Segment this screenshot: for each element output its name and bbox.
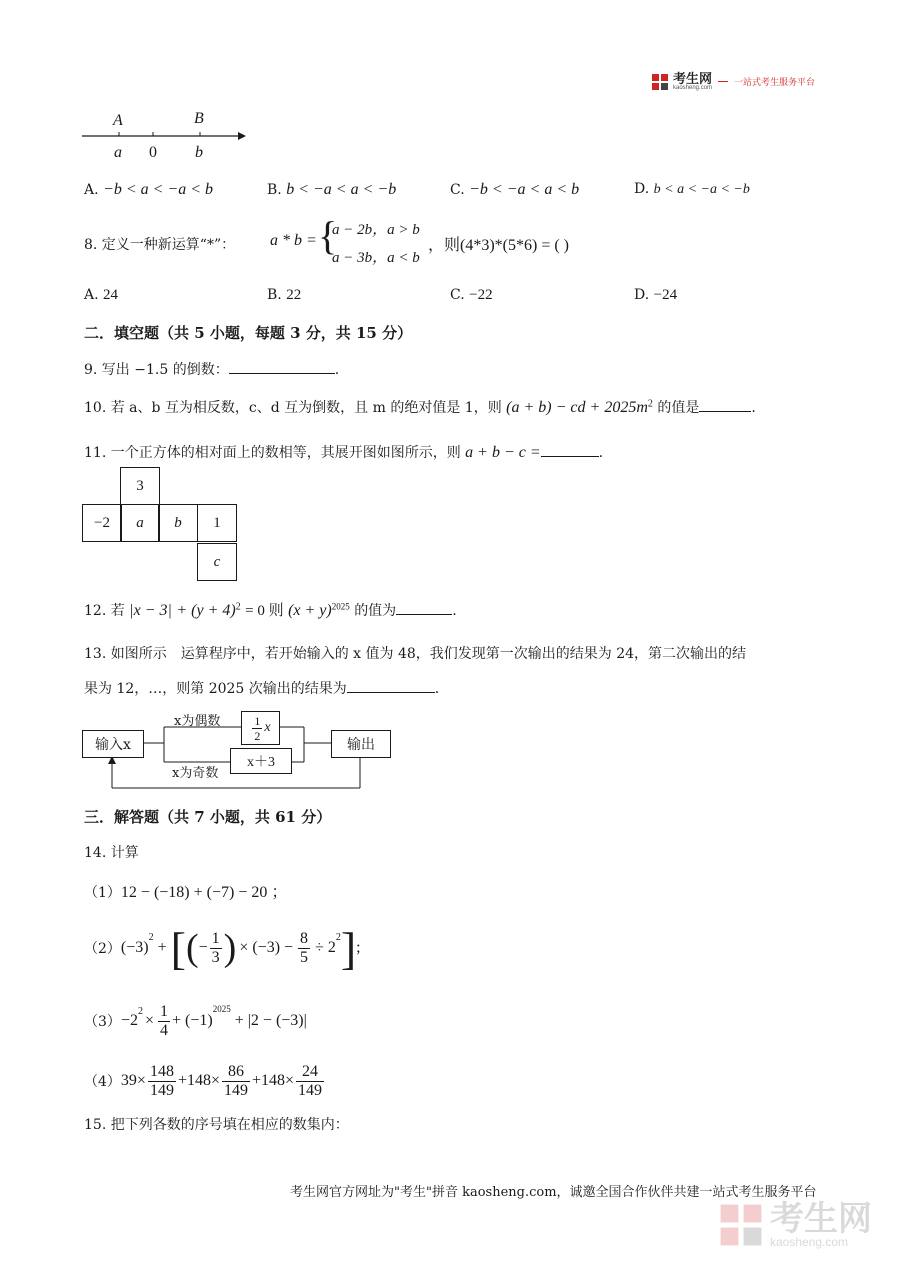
point-B-label: B (194, 110, 204, 127)
q8-case1: a − 2b，a > b (332, 222, 420, 238)
q7-option-b: B. b < −a < a < −b (267, 181, 397, 198)
flow-odd-label: x为奇数 (172, 766, 219, 781)
net-cell-c: c (197, 543, 237, 581)
logo-domain: kaosheng.com (673, 85, 713, 91)
net-cell-left: −2 (82, 504, 122, 542)
flow-plus3-box: x＋3 (230, 748, 292, 774)
q15: 15. 把下列各数的序号填在相应的数集内： (84, 1117, 349, 1133)
q8-option-a: A. 24 (84, 287, 119, 303)
point-zero-label: 0 (149, 144, 157, 161)
q14-title: 14. 计算 (84, 845, 139, 861)
q13-blank[interactable] (347, 679, 435, 693)
watermark (718, 1202, 872, 1248)
net-cell-a: a (120, 504, 160, 542)
point-A-label: A (113, 112, 123, 129)
q12-blank[interactable] (396, 601, 452, 615)
logo-text: 考生网 (673, 71, 713, 86)
q10: 10. 若 a、b 互为相反数，c、d 互为倒数，且 m 的绝对值是 1，则 (a + b) − cd + $2025m^2$ 的值是 . (84, 398, 756, 416)
logo-slogan: 一站式考生服务平台 (734, 77, 816, 87)
net-cell-b: b (158, 504, 198, 542)
footer-text: 考生网官方网址为"考生"拼音 kaosheng.com，诚邀全国合作伙伴共建一站式考生服务平台 (290, 1185, 817, 1200)
q7-option-a: A. −b < a < −a < b (84, 181, 213, 198)
q8-option-d: D. −24 (634, 287, 678, 303)
flow-even-label: x为偶数 (174, 714, 221, 729)
kaosheng-logo-icon (651, 73, 669, 91)
net-cell-one: 1 (197, 504, 237, 542)
q7-option-d: D. b < a < −a < −b (634, 181, 750, 197)
q7-option-c: C. −b < −a < a < b (450, 181, 580, 198)
q11: 11. 一个正方体的相对面上的数相等，其展开图如图所示，则 a + b − c = . (84, 444, 604, 461)
q10-blank[interactable] (699, 398, 751, 412)
q8-suffix: ，则(4*3)*(5*6) = ( ) (428, 237, 569, 254)
q13-line2: 果为 12，…，则第 2025 次输出的结果为 . (84, 681, 440, 697)
q8-option-b: B. 22 (267, 287, 302, 303)
point-b-label: b (195, 144, 203, 161)
q8-option-c: C. −22 (450, 287, 493, 303)
q9: 9. 写出 −1.5 的倒数： . (84, 362, 340, 378)
q8-brace: { (318, 213, 338, 258)
q14-part3: （3） −2 $^2$ × $\frac{1}{4}$ + (−1) $^{2025}$ + | 2 − (−3) | (84, 1002, 307, 1039)
point-a-label: a (114, 144, 122, 161)
q14-part4: （4） 39× $\frac{148}{149}$ +148× $\frac{86}{149}$ +148× $\frac{24}{149}$ (84, 1062, 323, 1099)
q11-blank[interactable] (541, 443, 599, 457)
section-3-title: 三．解答题（共 7 小题，共 61 分） (84, 808, 332, 826)
flow-input-box: 输入x (82, 730, 144, 758)
number-line (80, 126, 250, 146)
header-logo (651, 72, 815, 91)
watermark-logo-icon (718, 1202, 764, 1248)
section-2-title: 二．填空题（共 5 小题，每题 3 分，共 15 分） (84, 324, 413, 342)
q8-prefix: 8. 定义一种新运算“*”： (84, 237, 236, 253)
q12: 12. 若 $|x - 3| + (y + 4)^2 = 0$ 则 $(x + y)^{2025}$ 的值为 . (84, 601, 457, 619)
q8-lhs: a * b = (270, 232, 317, 249)
q9-blank[interactable] (229, 360, 335, 374)
flow-output-box: 输出 (331, 730, 391, 758)
q14-part1: （1）12 − (−18) + (−7) − 20 ； (84, 884, 288, 901)
flow-half-box: $\frac{1}{2}$ x (241, 711, 280, 745)
net-cell-top: 3 (120, 467, 160, 505)
q14-part2: （2） (−3) $^2$ + [ ( − $\frac{1}{3}$ ) × (−3) − $\frac{8}{5}$ ÷ 2 $^2$ ] ; (84, 922, 361, 974)
watermark-name: 考生网 (770, 1200, 872, 1238)
watermark-domain: kaosheng.com (770, 1235, 849, 1249)
q8-case2: a − 3b，a < b (332, 250, 420, 266)
q13-line1: 13. 如图所示 运算程序中，若开始输入的 x 值为 48，我们发现第一次输出的结果为 24，第二次输出的结 (84, 646, 747, 662)
